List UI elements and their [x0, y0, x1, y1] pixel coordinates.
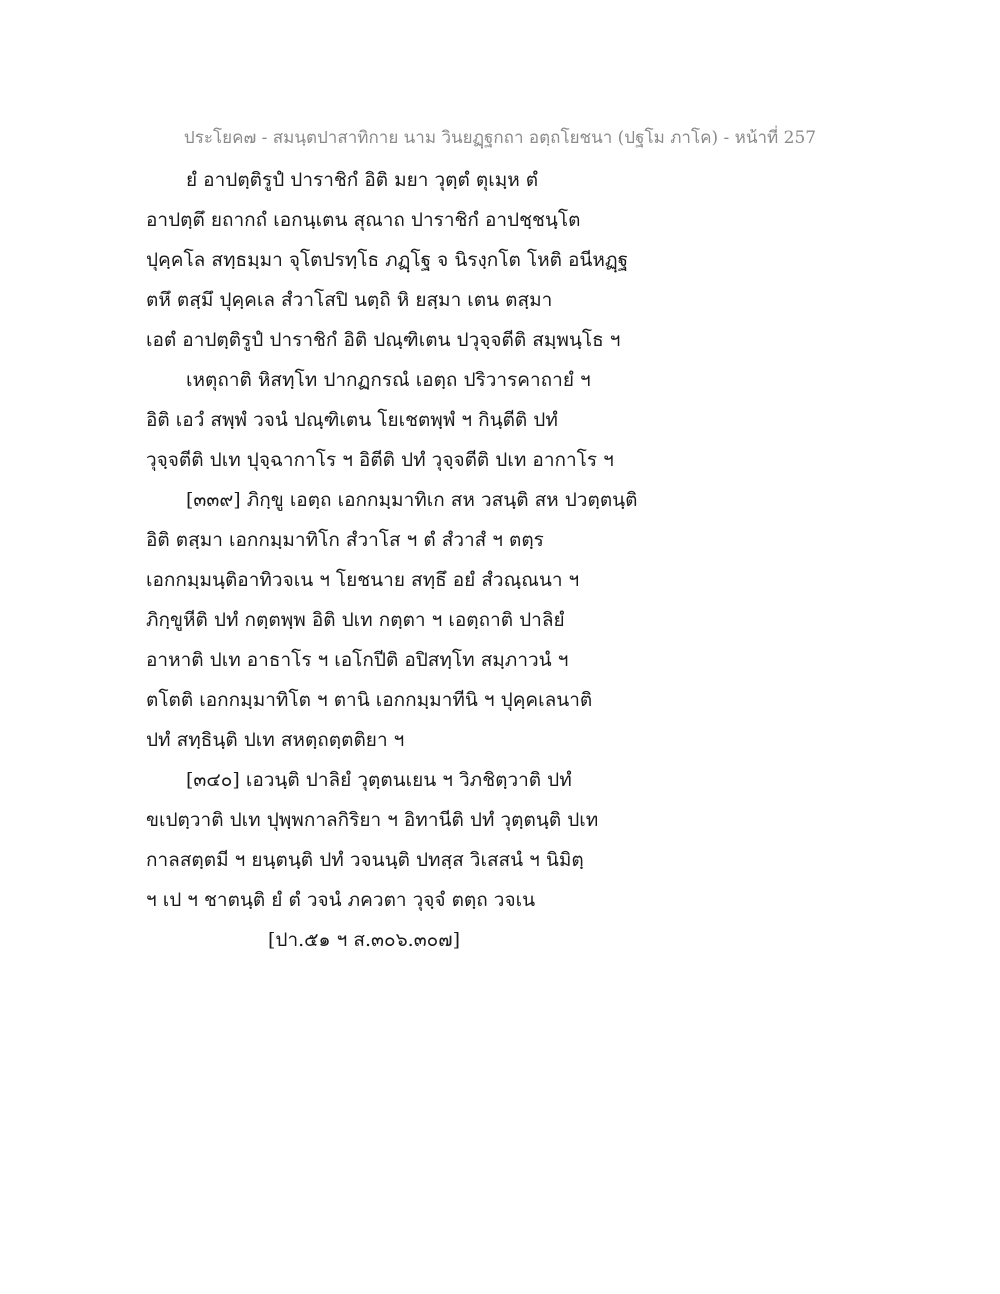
text-line: ปุคฺคโล สทฺธมฺมา จุโตปรทฺโธ ภฏฺโฐ จ นิรงฺกโต โหติ อนีหฏฺฐ: [146, 249, 629, 271]
text-line: ภิกฺขูหีติ ปทํ กตฺตพฺพ อิติ ปเท กตฺตา ฯ เอตฺถาติ ปาลิยํ: [146, 609, 565, 631]
text-line: อาหาติ ปเท อาธาโร ฯ เอโกปีติ อปิสทฺโท สมฺภาวนํ ฯ: [146, 649, 569, 671]
text-line: ฯ เป ฯ ชาตนฺติ ยํ ตํ วจนํ ภควตา วุจฺจํ ตตฺถ วจเน: [146, 889, 536, 911]
text-line: อาปตฺตึ ยถากถํ เอกนฺเตน สุณาถ ปาราชิกํ อาปชฺชนฺโต: [146, 209, 581, 231]
page-body: [146, 160, 906, 960]
text-line: ตหึ ตสฺมึ ปุคฺคเล สํวาโสปิ นตฺถิ หิ ยสฺมา เตน ตสฺมา: [146, 289, 553, 311]
text-line: อิติ เอวํ สพฺพํ วจนํ ปณฺฑิเตน โยเชตพฺพํ ฯ กินฺตีติ ปทํ: [146, 409, 558, 431]
text-line: ปทํ สทฺธินฺติ ปเท สหตฺถตฺตติยา ฯ: [146, 729, 405, 751]
text-line: ยํ อาปตฺติรูปํ ปาราชิกํ อิติ มยา วุตฺตํ ตุเมฺห ตํ: [186, 169, 539, 191]
source-reference: [ปา.๕๑ ฯ ส.๓๐๖.๓๐๗]: [268, 929, 460, 951]
text-line: เอตํ อาปตฺติรูปํ ปาราชิกํ อิติ ปณฺฑิเตน ปวุจฺจตีติ สมฺพนฺโธ ฯ: [146, 329, 621, 351]
text-line: ขเปตฺวาติ ปเท ปุพฺพกาลกิริยา ฯ อิทานีติ ปทํ วุตฺตนฺติ ปเท: [146, 809, 599, 831]
text-line: อิติ ตสฺมา เอกกมฺมาทิโก สํวาโส ฯ ตํ สํวาสํ ฯ ตตฺร: [146, 529, 544, 551]
text-line: เอกกมฺมนฺติอาทิวจเน ฯ โยชนาย สทฺธึ อยํ สํวณฺณนา ฯ: [146, 569, 580, 591]
text-line: กาลสตฺตมี ฯ ยนฺตนฺติ ปทํ วจนนฺติ ปทสฺส วิเสสนํ ฯ นิมิตฺ: [146, 849, 584, 871]
text-line: ตโตติ เอกกมฺมาทิโต ฯ ตานิ เอกกมฺมาทีนิ ฯ ปุคฺคเลนาติ: [146, 689, 593, 711]
paragraph-340-start: [๓๔๐] เอวนฺติ ปาลิยํ วุตฺตนเยน ฯ วิภชิตฺวาติ ปทํ: [186, 769, 572, 791]
paragraph-339-start: [๓๓๙] ภิกฺขู เอตฺถ เอกกมฺมาทิเก สห วสนฺติ สห ปวตฺตนฺติ: [186, 489, 638, 511]
running-header: ประโยค๗ - สมนฺตปาสาทิกาย นาม วินยฏฺฐกถา อตฺถโยชนา (ปฐโม ภาโค) - หน้าที่ 257: [183, 128, 817, 148]
text-line: วุจฺจตีติ ปเท ปุจฺฉากาโร ฯ อิตีติ ปทํ วุจฺจตีติ ปเท อากาโร ฯ: [146, 449, 614, 471]
text-line: เหตุถาติ หิสทฺโท ปากฏกรณํ เอตฺถ ปริวารคาถายํ ฯ: [186, 369, 591, 391]
